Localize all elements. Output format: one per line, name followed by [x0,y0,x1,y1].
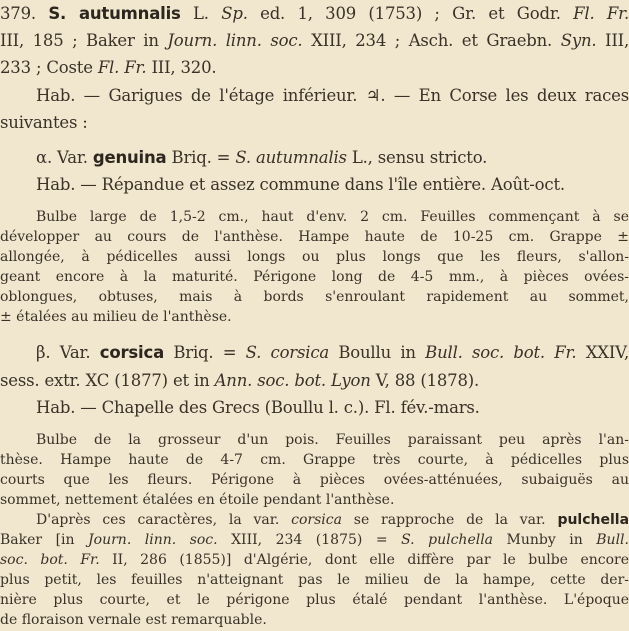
description-line: sommet, nettement étalées en étoile pendant l'anthèse. [0,492,395,508]
variety-label: α. Var. [36,148,88,167]
citation-text: ed. 1, 309 (1753) ; Gr. et Godr. [260,4,561,23]
citation-title: Fl. Fr. [97,58,147,77]
citation-title: Fl. Fr. [573,4,629,23]
description-line: ± étalées au milieu de l'anthèse. [0,309,232,325]
synonym-name: S. corsica [245,343,330,362]
citation-title: Sp. [221,4,248,23]
note-line [0,552,629,568]
synonym-name: S. autumnalis [235,148,347,167]
habitat-line-cont: suivantes : [0,113,88,132]
variety-label: β. Var. [36,343,91,362]
citation-text: V, 88 (1878). [375,371,480,390]
note-line: nière plus courte, et le périgone plus étalé pendant l'anthèse. L'époque [0,592,629,608]
variety-name: genuina [92,148,167,167]
variety-name: corsica [99,343,165,362]
citation-text: XXIV, [585,343,629,362]
author: Briq. = [173,343,237,362]
author: Boullu in [338,343,416,362]
variety-genuina-habitat: Hab. — Répandue et assez commune dans l'île entière. Août-oct. [36,175,565,194]
author: L., sensu stricto. [351,148,488,167]
description-line: Bulbe de la grosseur d'un pois. Feuilles paraissant peu après l'an- [36,432,629,448]
citation-line [0,371,629,390]
description-line: Bulbe large de 1,5-2 cm., haut d'env. 2 cm. Feuilles commençant à se [36,209,629,225]
description-line: oblongues, obtuses, mais à bords s'enroulant rapidement au sommet, [0,289,629,305]
citation-text: III, [605,31,629,50]
description-line: développer au cours de l'anthèse. Hampe haute de 10-25 cm. Grappe ± [0,229,629,245]
species-name: S. autumnalis [48,4,181,23]
citation-title: Bull. [596,532,629,548]
description-line: thèse. Hampe haute de 4-7 cm. Grappe très courte, à pédicelles plus [0,452,629,468]
citation-title: Syn. [560,31,597,50]
note-text: XIII, 234 (1875) = [231,532,388,548]
related-variety-name: pulchella [557,512,629,528]
variety-genuina-heading [0,148,629,167]
note-line [0,512,629,528]
citation-title: soc. bot. Fr. [0,552,100,568]
note-text: Baker [in [0,532,75,548]
variety-corsica-habitat: Hab. — Chapelle des Grecs (Boullu l. c.). Fl. fév.-mars. [36,398,480,417]
citation-text: 233 ; Coste [0,58,93,77]
note-text: se rapproche de la var. [353,512,546,528]
citation-title: Journ. linn. soc. [88,532,218,548]
note-line [0,532,629,548]
note-text: D'après ces caractères, la var. [36,512,280,528]
citation-text: XIII, 234 ; Asch. et Graebn. [311,31,553,50]
variety-name: corsica [291,512,342,528]
author: Briq. = [171,148,231,167]
description-line: allongée, à pédicelles aussi longs ou plus longs que les fleurs, s'allon- [0,249,629,265]
habitat-line: Hab. — Garigues de l'étage inférieur. ♃. — En Corse les deux races [36,86,629,105]
author: L. [193,4,209,23]
note-text: Munby in [506,532,583,548]
citation-title: Journ. linn. soc. [167,31,303,50]
citation-text: III, 185 ; Baker in [0,31,159,50]
species-number: 379. [0,4,36,23]
citation-title: Bull. soc. bot. Fr. [425,343,577,362]
variety-corsica-heading [0,343,629,362]
synonym-name: S. pulchella [401,532,494,548]
note-line: plus petit, les feuilles n'atteignant pas le milieu de la hampe, cette der- [0,572,629,588]
citation-text: sess. extr. XC (1877) et in [0,371,210,390]
species-heading-line [0,4,629,23]
note-text: II, 286 (1855)] d'Algérie, dont elle diffère par le bulbe encore [112,552,629,568]
citation-line [0,58,629,77]
citation-text: III, 320. [151,58,217,77]
description-line: courts que les fleurs. Périgone à pièces ovées-atténuées, subaiguës au [0,472,629,488]
note-line: de floraison vernale est remarquable. [0,612,267,628]
citation-line [0,31,629,50]
citation-title: Ann. soc. bot. Lyon [214,371,371,390]
description-line: geant encore à la maturité. Périgone long de 4-5 mm., à pièces ovées- [0,269,629,285]
